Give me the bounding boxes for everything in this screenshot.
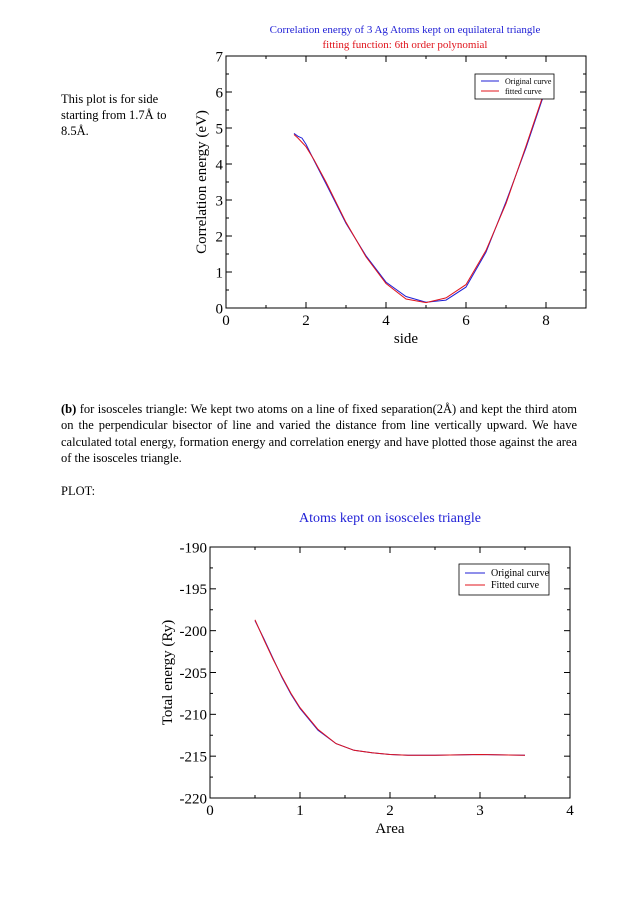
x-tick-label: 6 bbox=[462, 313, 470, 329]
x-tick-label: 2 bbox=[386, 803, 394, 819]
x-tick-label: 0 bbox=[206, 803, 214, 819]
y-tick-label: 1 bbox=[215, 265, 223, 282]
y-tick-label: -220 bbox=[179, 791, 207, 808]
y-tick-label: 0 bbox=[215, 301, 223, 318]
y-axis-label: Total energy (Ry) bbox=[160, 619, 176, 726]
y-tick-label: 7 bbox=[215, 49, 223, 66]
x-tick-label: 3 bbox=[476, 803, 484, 819]
x-tick-label: 8 bbox=[542, 313, 550, 329]
x-tick-label: 1 bbox=[296, 803, 304, 819]
x-tick-label: 2 bbox=[302, 313, 310, 329]
y-axis-label: Correlation energy (eV) bbox=[194, 110, 210, 254]
legend-label: Original curve bbox=[505, 77, 552, 86]
y-tick-label: -200 bbox=[179, 623, 207, 640]
y-tick-label: 3 bbox=[215, 193, 223, 210]
y-tick-label: 2 bbox=[215, 229, 223, 246]
legend-label: fitted curve bbox=[505, 87, 542, 96]
y-tick-label: -215 bbox=[179, 749, 207, 766]
y-tick-label: 5 bbox=[215, 121, 223, 138]
section-label: (b) bbox=[61, 402, 77, 416]
series-line-original bbox=[255, 621, 525, 756]
plot-label: PLOT: bbox=[61, 484, 96, 498]
y-tick-label: 4 bbox=[215, 157, 223, 174]
x-axis-label: Area bbox=[375, 821, 405, 837]
y-tick-label: -195 bbox=[179, 582, 207, 599]
x-tick-label: 4 bbox=[382, 313, 390, 329]
legend-label: Fitted curve bbox=[491, 580, 540, 591]
y-tick-label: -210 bbox=[179, 707, 207, 724]
description-text: for isosceles triangle: We kept two atoms on a line of fixed separation(2Å) and kept the third atom on the perpendicular bisector of line and varied the distance from line vertically upward. We have calculated total energy, formation energy and correlation energy and have plotted those against the area of the isosceles triangle. bbox=[61, 402, 577, 465]
chart-subtitle: fitting function: 6th order polynomial bbox=[322, 39, 488, 51]
x-tick-label: 4 bbox=[566, 803, 574, 819]
plot-range-note: This plot is for side starting from 1.7Å to 8.5Å. bbox=[61, 92, 167, 138]
x-axis-label: side bbox=[393, 331, 419, 347]
chart-title: Correlation energy of 3 Ag Atoms kept on equilateral triangle bbox=[269, 24, 541, 36]
series-line-fitted bbox=[255, 620, 525, 756]
chart-title: Atoms kept on isosceles triangle bbox=[299, 511, 481, 526]
y-tick-label: -205 bbox=[179, 665, 207, 682]
y-tick-label: -190 bbox=[179, 540, 207, 557]
y-tick-label: 6 bbox=[215, 85, 223, 102]
x-tick-label: 0 bbox=[222, 313, 230, 329]
legend-label: Original curve bbox=[491, 568, 550, 579]
